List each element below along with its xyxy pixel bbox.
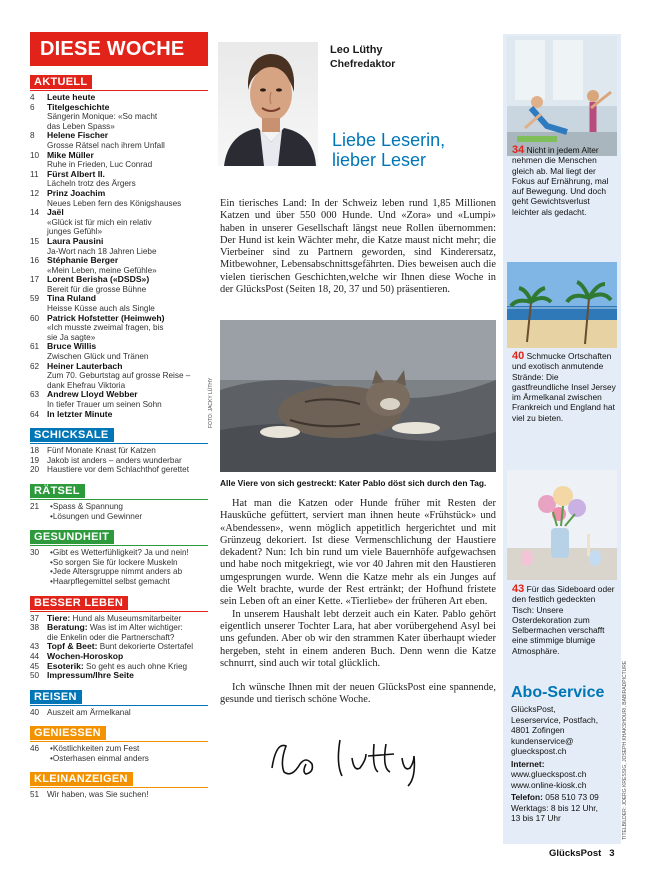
abo-details xyxy=(511,704,617,824)
toc-entry-description: Lächeln trotz des Ärgers xyxy=(47,179,136,189)
toc-page-number: 59 xyxy=(30,294,40,304)
toc-entry-text xyxy=(47,151,208,170)
toc-entry-description: «Mein Leben, meine Gefühle» xyxy=(47,265,157,275)
abo-email[interactable]: glueckspost.ch xyxy=(511,746,567,756)
toc-entry-text xyxy=(47,456,208,466)
toc-section-rule xyxy=(30,499,208,500)
toc-entry-description: Heisse Küsse auch als Single xyxy=(47,304,155,314)
abo-internet-label: Internet: xyxy=(511,758,545,769)
toc-entry-description: Was ist im Alter wichtiger: xyxy=(87,623,183,633)
toc-section-rule xyxy=(30,443,208,444)
toc-section xyxy=(30,527,208,586)
toc-section xyxy=(30,72,208,419)
headline-line-2: lieber Leser xyxy=(332,150,427,170)
toc-bullet-item: • Lösungen und Gewinner xyxy=(47,512,208,522)
toc-page-number: 16 xyxy=(30,256,40,266)
toc-entry-description: junges Gefühl» xyxy=(47,227,103,237)
toc-entry-text xyxy=(47,548,208,586)
toc-entry[interactable] xyxy=(30,623,208,642)
toc-entry-text xyxy=(47,170,208,189)
toc-entry[interactable] xyxy=(30,708,208,718)
teaser-40-page: 40 xyxy=(512,350,525,362)
toc-entry-text xyxy=(47,294,208,313)
toc-page-number: 40 xyxy=(30,707,40,717)
fitness-photo xyxy=(507,36,617,156)
toc-entry-text xyxy=(47,790,208,800)
toc-entry-title: Beratung: xyxy=(47,622,88,633)
teaser-40-text: Schmucke Ortschaften und exotisch anmutende Strände: Die gastfreundliche Insel Jersey im Ärmelkanal zwischen Frankreich und England hat viel zu bieten. xyxy=(512,351,616,423)
toc-entry-description: Jakob ist anders – anders wunderbar xyxy=(47,455,182,465)
abo-phone[interactable]: 058 510 73 09 xyxy=(542,792,599,802)
toc-page-number: 38 xyxy=(30,623,40,633)
toc-section-rule xyxy=(30,705,208,706)
headline-line-1: Liebe Leserin, xyxy=(332,130,446,150)
cover-photo-credit: TITELBILDER: JOERG KRESSIG, JOSEPH KHAKSHOURI, BABIRADPICTURE xyxy=(622,660,628,840)
teaser-34-page: 34 xyxy=(512,144,525,156)
toc-entry-description: Ruhe in Frieden, Luc Conrad xyxy=(47,160,153,170)
toc-page-number: 11 xyxy=(30,169,39,179)
toc-page-number: 18 xyxy=(30,446,40,456)
toc-entry-title: Titelgeschichte xyxy=(47,101,110,112)
toc-entry-description: Sängerin Monique: «So macht xyxy=(47,112,158,122)
toc-section-heading: REISEN xyxy=(30,690,82,704)
toc-page-number: 50 xyxy=(30,671,40,681)
abo-hours: 13 bis 17 Uhr xyxy=(511,813,561,823)
toc-section-heading: GESUNDHEIT xyxy=(30,530,114,544)
toc-entry-title: Wochen-Horoskop xyxy=(47,650,124,661)
toc-page-number: 61 xyxy=(30,342,40,352)
toc-entry[interactable] xyxy=(30,131,208,150)
toc-entry-description: Zwischen Glück und Tränen xyxy=(47,352,149,362)
toc-section xyxy=(30,687,208,718)
toc-section xyxy=(30,481,208,521)
toc-entry[interactable] xyxy=(30,314,208,343)
toc-page-number: 8 xyxy=(30,131,35,141)
toc-bullet-item: • Köstlichkeiten zum Fest xyxy=(47,744,208,754)
toc-entry-text xyxy=(47,744,208,763)
cat-photo-caption: Alle Viere von sich gestreckt: Kater Pablo döst sich durch den Tag. xyxy=(220,478,487,488)
author-role: Chefredaktor xyxy=(330,58,396,70)
toc-section-heading: AKTUELL xyxy=(30,75,92,89)
toc-bullet-item: • Spass & Spannung xyxy=(47,502,208,512)
toc-entry-title: Prinz Joachim xyxy=(47,187,106,198)
toc-page-number: 20 xyxy=(30,465,40,475)
toc-page-number: 6 xyxy=(30,102,35,112)
toc-entry-text xyxy=(47,208,208,237)
toc-page-number: 60 xyxy=(30,313,40,323)
toc-entry-text xyxy=(47,237,208,256)
intro-paragraph xyxy=(220,198,496,296)
teaser-43-text: Für das Sideboard oder den festlich gedeckten Tisch: Unsere Osterdekoration zum Selbermachen verschafft eine stimmige blumige Atmosphäre. xyxy=(512,584,615,656)
toc-entry[interactable] xyxy=(30,548,208,586)
toc-section xyxy=(30,723,208,763)
toc-entry-text xyxy=(47,256,208,275)
author-name: Leo Lüthy xyxy=(330,44,383,56)
toc-entry-text xyxy=(47,362,208,391)
toc-entry-description: Bereit für die grosse Bühne xyxy=(47,284,147,294)
toc-entry[interactable] xyxy=(30,103,208,132)
toc-entry[interactable] xyxy=(30,456,208,466)
toc-entry-description: Bunt dekorierte Ostertafel xyxy=(97,642,194,652)
table-of-contents xyxy=(30,32,208,800)
toc-entry[interactable] xyxy=(30,275,208,294)
toc-entry-title: Fürst Albert II. xyxy=(47,168,105,179)
toc-entry-description: dank Ehefrau Viktoria xyxy=(47,380,126,390)
editor-portrait xyxy=(218,42,318,166)
toc-entry[interactable] xyxy=(30,237,208,256)
toc-entry-text xyxy=(47,708,208,718)
toc-entry-text xyxy=(47,103,208,132)
toc-entry[interactable] xyxy=(30,744,208,763)
toc-entry-description: In tiefer Trauer um seinen Sohn xyxy=(47,400,162,409)
toc-entry-text xyxy=(47,314,208,343)
toc-entry-description: Neues Leben fern des Königshauses xyxy=(47,198,182,208)
toc-section-heading: KLEINANZEIGEN xyxy=(30,772,133,786)
toc-entry-description: die Enkelin oder die Partnerschaft? xyxy=(47,632,175,642)
body-paragraph-3: Ich wünsche Ihnen mit der neuen GlücksPost eine spannende, gesunde und tierisch schöne Woche. xyxy=(220,682,496,706)
jersey-photo xyxy=(507,262,617,348)
toc-entry-text xyxy=(47,342,208,361)
teaser-40[interactable] xyxy=(512,351,616,423)
toc-entry-title: Lorent Berisha («DSDS») xyxy=(47,274,150,285)
toc-page-number: 14 xyxy=(30,208,40,218)
toc-section-rule xyxy=(30,741,208,742)
toc-section xyxy=(30,425,208,475)
toc-section-rule xyxy=(30,787,208,788)
toc-entry-description: Hund als Museumsmitarbeiter xyxy=(70,613,182,623)
toc-page-number: 62 xyxy=(30,361,40,371)
toc-entry-title: Mike Müller xyxy=(47,149,94,160)
toc-entry[interactable] xyxy=(30,208,208,237)
abo-phone-label: Telefon: xyxy=(511,792,543,802)
toc-entry-description: «Ich musste zweimal fragen, bis xyxy=(47,323,164,333)
toc-section-heading: SCHICKSALE xyxy=(30,428,114,442)
editor-signature xyxy=(262,728,432,790)
toc-entry[interactable] xyxy=(30,256,208,275)
toc-entry-description: das Leben Spass» xyxy=(47,121,115,131)
toc-entry[interactable] xyxy=(30,410,208,420)
toc-entry-description: Ja-Wort nach 18 Jahren Liebe xyxy=(47,246,157,256)
teaser-34[interactable] xyxy=(512,145,616,217)
toc-entry-title: Tina Ruland xyxy=(47,293,97,304)
abo-website-link[interactable]: www.online-kiosk.ch xyxy=(511,779,587,790)
abo-line: 4801 Zofingen xyxy=(511,725,565,735)
abo-line: GlücksPost, xyxy=(511,704,556,714)
toc-entry-title: Stéphanie Berger xyxy=(47,255,119,266)
toc-entry[interactable] xyxy=(30,170,208,189)
toc-entry-description: Fünf Monate Knast für Katzen xyxy=(47,446,156,456)
abo-website-link[interactable]: www.glueckspost.ch xyxy=(511,769,587,779)
toc-bullet-item: • So sorgen Sie für lockere Muskeln xyxy=(47,558,208,568)
toc-entry-text xyxy=(47,465,208,475)
toc-section-rule xyxy=(30,611,208,612)
toc-entry[interactable] xyxy=(30,151,208,170)
toc-entry-title: Laura Pausini xyxy=(47,235,104,246)
toc-entry-description: Auszeit am Ärmelkanal xyxy=(47,707,131,717)
toc-page-number: 17 xyxy=(30,275,40,285)
toc-entry-title: Jaël xyxy=(47,207,64,218)
toc-bullet-item: • Haarpflegemittel selbst gemacht xyxy=(47,577,208,587)
toc-page-number: 12 xyxy=(30,188,40,198)
toc-entry[interactable] xyxy=(30,342,208,361)
cat-photo xyxy=(220,320,496,472)
toc-entry[interactable] xyxy=(30,294,208,313)
footer-brand: GlücksPost xyxy=(549,848,602,859)
main-text xyxy=(220,498,496,707)
toc-entry-text xyxy=(47,189,208,208)
toc-section xyxy=(30,769,208,800)
toc-section-rule xyxy=(30,90,208,91)
toc-entry-text xyxy=(47,410,208,420)
toc-entry-description: «Glück ist für mich ein relativ xyxy=(47,217,152,227)
intro-text: Ein tierisches Land: In der Schweiz leben rund 1,85 Millionen Katzen und über 550 000 Hunde. Und «Zora» und «Lumpi» haben in unserer Gesellschaft längst neue Rollen übernommen: Der Hund ist kein Wächter mehr, die Katze maust nicht mehr; die Vierbeiner sind zu Partnern geworden, sind Kinderersatz, Mitbewohner, Lebensabschnittsgefährten. Dies beweisen auch die vielen tierischen Geschichten,welche wir Ihnen diese Woche in der GlücksPost (Seiten 18, 20, 37 und 50) präsentieren. xyxy=(220,198,496,296)
toc-bullet-item: • Gibt es Wetterfühligkeit? Ja und nein! xyxy=(47,548,208,558)
toc-page-number: 46 xyxy=(30,744,40,754)
toc-banner xyxy=(30,32,208,66)
editorial-headline xyxy=(332,130,445,170)
toc-section xyxy=(30,593,208,681)
toc-sections xyxy=(30,72,208,800)
toc-entry-line xyxy=(47,671,208,681)
toc-page-number: 10 xyxy=(30,150,40,160)
abo-hours: Werktags: 8 bis 12 Uhr, xyxy=(511,802,598,813)
toc-section-rule xyxy=(30,545,208,546)
toc-entry[interactable] xyxy=(30,502,208,521)
toc-entry[interactable] xyxy=(30,446,208,456)
toc-section-heading: BESSER LEBEN xyxy=(30,596,128,610)
toc-entry-text xyxy=(47,275,208,294)
toc-entry-title: Andrew Lloyd Webber xyxy=(47,389,138,400)
toc-page-number: 19 xyxy=(30,455,40,465)
toc-entry-title: Esoterik: xyxy=(47,660,84,671)
toc-page-number: 21 xyxy=(30,501,40,511)
toc-entry-title: Bruce Willis xyxy=(47,341,97,352)
toc-entry-description: Grosse Rätsel nach ihrem Unfall xyxy=(47,140,165,150)
toc-page-number: 63 xyxy=(30,390,40,400)
toc-section-heading: GENIESSEN xyxy=(30,726,106,740)
toc-entry-title: In letzter Minute xyxy=(47,408,113,419)
teaser-43-page: 43 xyxy=(512,583,525,595)
toc-entry-text xyxy=(47,502,208,521)
body-paragraph-1: Hat man die Katzen oder Hunde früher mit Resten der Hausküche gefüttert, serviert man ihnen heute «Frühstück» und «Abendessen», wenn möglich appetitlich hergerichtet und mit Grünzeug dekoriert. Ist diese Vermenschlichung der Haustiere dekadent? Nun: Ich bin rund um viele Bauernhöfe aufgewachsen und habe noch mitgekriegt, wie vor 40 Jahren mit den Haustieren umgesprungen wurde. Wenn die Katze mehr als ein Junges auf die Welt brachte, wurde der Rest ertränkt; der Hofhund fristete sein Leben oft an einer Kette. «Tierliebe» der früheren Art eben. xyxy=(220,498,496,608)
toc-entry-title: Topf & Beet: xyxy=(47,641,98,652)
toc-section-heading: RÄTSEL xyxy=(30,484,85,498)
toc-page-number: 64 xyxy=(30,409,40,419)
toc-entry-text xyxy=(47,131,208,150)
toc-entry[interactable] xyxy=(30,790,208,800)
toc-bullet-item: • Jede Altersgruppe nimmt anders ab xyxy=(47,567,208,577)
toc-entry-line xyxy=(47,623,208,633)
toc-entry-description: Wir haben, was Sie suchen! xyxy=(47,790,149,800)
toc-title: DIESE WOCHE xyxy=(40,38,185,60)
toc-entry-description: So geht es auch ohne Krieg xyxy=(83,661,188,671)
toc-page-number: 43 xyxy=(30,642,40,652)
easter-decoration-photo xyxy=(507,470,617,580)
toc-entry-title: Heiner Lauterbach xyxy=(47,360,123,371)
toc-entry[interactable] xyxy=(30,189,208,208)
body-paragraph-2: In unserem Haushalt lebt derzeit auch ein Kater. Pablo gehört eigentlich unserer Tochter Lara, hat aber vorübergehend Asyl bei uns gefunden. Aber ob wir den strammen Kater überhaupt wieder hergeben, steht in einem anderen Buch. Denn wenn die Katze schnurrt, sind auch wir total glücklich. xyxy=(220,608,496,669)
toc-page-number: 37 xyxy=(30,613,40,623)
toc-entry-title: Tiere: xyxy=(47,612,71,623)
toc-bullet-item: • Osterhasen einmal anders xyxy=(47,754,208,764)
toc-entry[interactable] xyxy=(30,390,208,409)
toc-entry-text xyxy=(47,390,208,409)
abo-title: Abo-Service xyxy=(511,684,605,701)
toc-entry-title: Helene Fischer xyxy=(47,130,109,141)
toc-entry-title: Leute heute xyxy=(47,92,96,102)
toc-entry-title: Impressum/Ihre Seite xyxy=(47,670,134,681)
toc-entry-text xyxy=(47,446,208,456)
toc-page-number: 4 xyxy=(30,93,35,102)
toc-entry-text xyxy=(47,623,208,642)
toc-page-number: 51 xyxy=(30,790,40,800)
page-number: 3 xyxy=(609,848,615,859)
toc-entry-text xyxy=(47,671,208,681)
toc-entry[interactable] xyxy=(30,465,208,475)
toc-page-number: 45 xyxy=(30,661,40,671)
toc-entry[interactable] xyxy=(30,671,208,681)
toc-entry-description: Haustiere vor dem Schlachthof gerettet xyxy=(47,465,189,475)
toc-entry-description: sie Ja sagte» xyxy=(47,332,96,342)
toc-page-number: 15 xyxy=(30,236,40,246)
abo-line: Leserservice, Postfach, xyxy=(511,714,599,725)
toc-page-number: 30 xyxy=(30,548,40,558)
teaser-43[interactable] xyxy=(512,584,616,656)
abo-email[interactable]: kundenservice@ xyxy=(511,735,574,746)
toc-entry-description: Zum 70. Geburtstag auf grosse Reise – xyxy=(47,371,191,381)
cat-photo-credit: FOTO: JACKY LÜTHY xyxy=(208,377,214,428)
author-block xyxy=(330,44,395,70)
page-footer xyxy=(549,848,615,859)
toc-page-number: 44 xyxy=(30,651,40,661)
toc-entry[interactable] xyxy=(30,362,208,391)
toc-entry-title: Patrick Hofstetter (Heimweh) xyxy=(47,312,165,323)
teaser-34-text: Nicht in jedem Alter nehmen die Menschen gleich ab. Mal liegt der Fokus auf Ernährung, mal auf Bewegung. Und doch geht Gewichtsverlust leichter als gedacht. xyxy=(512,145,609,217)
